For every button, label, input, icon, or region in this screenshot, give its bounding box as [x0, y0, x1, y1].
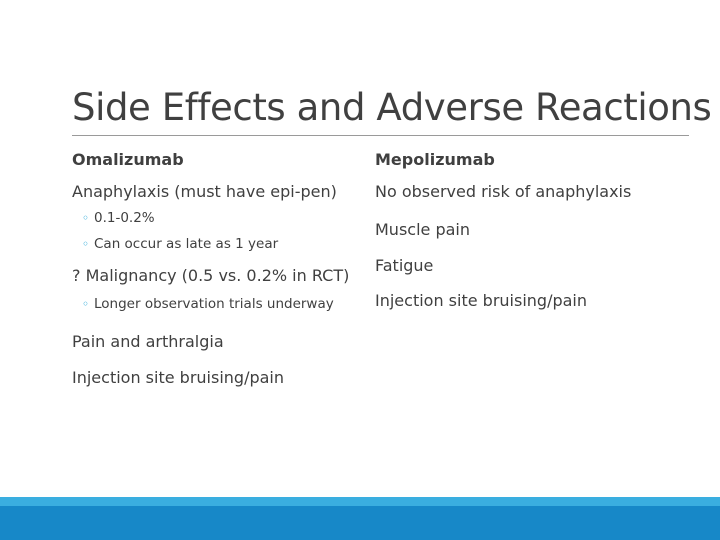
left-subitem-trials [72, 296, 334, 312]
hollow-circle-bullet-icon: ◦ [82, 297, 90, 311]
left-subitem-rate-text: 0.1-0.2% [94, 210, 155, 226]
right-item-fatigue: Fatigue [375, 256, 434, 275]
hollow-circle-bullet-icon: ◦ [82, 237, 90, 251]
left-item-pain: Pain and arthralgia [72, 332, 224, 351]
mepolizumab-column [375, 148, 675, 310]
left-subitem-rate [72, 210, 155, 226]
right-item-injection-site: Injection site bruising/pain [375, 291, 587, 310]
mepolizumab-heading: Mepolizumab [375, 150, 495, 169]
footer-bar [0, 497, 720, 540]
omalizumab-heading: Omalizumab [72, 150, 184, 169]
hollow-circle-bullet-icon: ◦ [82, 211, 90, 225]
right-item-anaphylaxis: No observed risk of anaphylaxis [375, 182, 632, 201]
left-subitem-timing [72, 236, 278, 252]
left-subitem-trials-text: Longer observation trials underway [94, 296, 334, 312]
title-divider [72, 135, 689, 136]
left-item-anaphylaxis: Anaphylaxis (must have epi-pen) [72, 182, 337, 201]
left-item-injection-site: Injection site bruising/pain [72, 368, 284, 387]
left-subitem-timing-text: Can occur as late as 1 year [94, 236, 279, 252]
omalizumab-column [72, 148, 362, 387]
left-item-malignancy: ? Malignancy (0.5 vs. 0.2% in RCT) [72, 266, 350, 285]
right-item-muscle-pain: Muscle pain [375, 220, 470, 239]
slide-title: Side Effects and Adverse Reactions [72, 86, 712, 129]
